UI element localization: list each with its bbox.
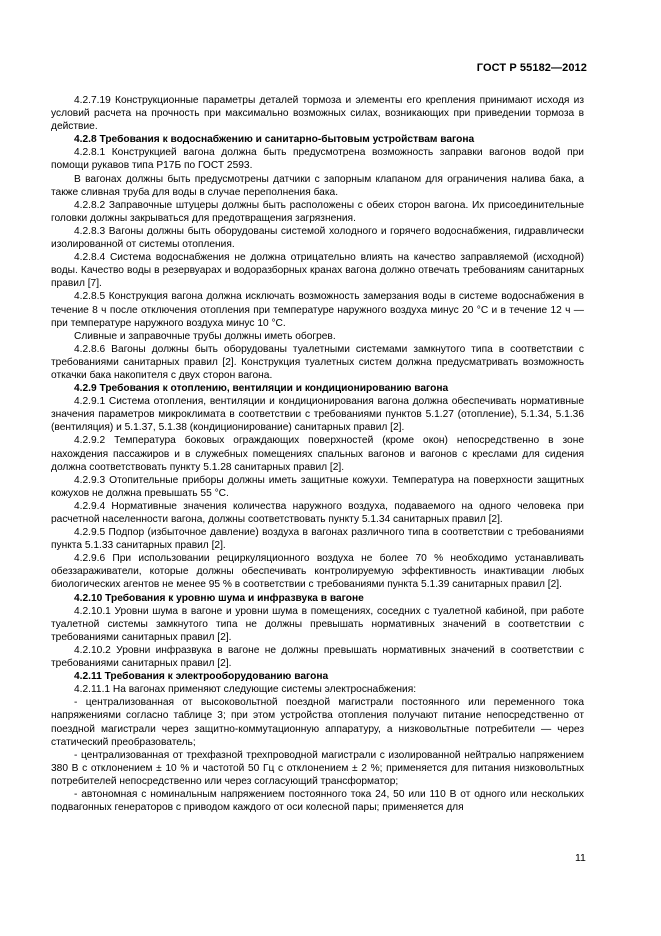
section-heading: 4.2.8 Требования к водоснабжению и санитарно-бытовым устройствам вагона	[74, 134, 475, 146]
paragraph: 4.2.8.2 Заправочные штуцеры должны быть расположены с обеих сторон вагона. Их присоединительные головки должны закрываться для предотвращения загрязнения.	[51, 199, 584, 224]
list-item: - централизованная от высоковольтной поездной магистрали постоянного или переменного тока напряжениями согласно таблице 3; при этом устройства отопления получают питание непосредственно от поездной магистрали через защитно-коммутационную аппаратуру, а низковольтные потребители — через статический преобразователь;	[51, 697, 584, 748]
section-heading: 4.2.11 Требования к электрооборудованию вагона	[74, 671, 329, 683]
standard-header: ГОСТ Р 55182—2012	[476, 62, 587, 74]
page-number: 11	[575, 852, 586, 864]
paragraph: 4.2.9.4 Нормативные значения количества наружного воздуха, подаваемого на одного человека при расчетной населенности вагона, должны соответствовать пункту 5.1.34 санитарных правил [2].	[51, 500, 584, 525]
paragraph: 4.2.8.5 Конструкция вагона должна исключать возможность замерзания воды в системе водоснабжения в течение 8 ч после отключения отопления при температуре наружного воздуха минус 20 °С и в течение 12 ч — при температуре наружного воздуха минус 10 °С.	[51, 291, 584, 329]
paragraph: 4.2.8.3 Вагоны должны быть оборудованы системой холодного и горячего водоснабжения, гидравлически изолированной от системы отопления.	[51, 225, 584, 251]
list-item: - автономная с номинальным напряжением постоянного тока 24, 50 или 110 В от одного или нескольких подвагонных генераторов с приводом каждого от оси колесной пары; применяется для	[51, 788, 584, 814]
paragraph: 4.2.8.6 Вагоны должны быть оборудованы туалетными системами замкнутого типа в соответствии с требованиями санитарных правил [2]. Конструкция туалетных систем должна предусматривать возможность откачки бака накопителя с двух сторон вагона.	[51, 343, 584, 381]
paragraph: 4.2.9.6 При использовании рециркуляционного воздуха не более 70 % необходимо устанавливать обеззараживатели, которые должны обеспечивать контролируемую эффективность инактивации любых биологических агентов не менее 95 % в соответствии с требованиями пункта 5.1.39 санитарных правил [2].	[51, 553, 584, 591]
paragraph: 4.2.10.1 Уровни шума в вагоне и уровни шума в помещениях, соседних с туалетной кабиной, при работе туалетной системы замкнутого типа не должны превышать нормативных значений в соответствии с требованиями санитарных правил [2].	[51, 605, 584, 643]
paragraph: 4.2.10.2 Уровни инфразвука в вагоне не должны превышать нормативных значений в соответствии с требованиями санитарных правил [2].	[51, 644, 584, 670]
paragraph: 4.2.8.4 Система водоснабжения не должна отрицательно влиять на качество заправляемой (исходной) воды. Качество воды в резервуарах и водоразборных кранах вагона должно отвечать требованиям санитарных правил [7].	[51, 252, 584, 290]
paragraph: 4.2.9.2 Температура боковых ограждающих поверхностей (кроме окон) непосредственно в зоне нахождения пассажиров и в служебных помещениях спальных вагонов и вагонов с креслами для сидения должна соответствовать пункту 5.1.28 санитарных правил [2].	[51, 435, 584, 473]
paragraph: 4.2.7.19 Конструкционные параметры деталей тормоза и элементы его крепления принимают исходя из условий расчета на прочность при максимально возможных силах, возникающих при приведении тормоза в действие.	[51, 95, 584, 133]
paragraph: 4.2.8.1 Конструкцией вагона должна быть предусмотрена возможность заправки вагонов водой при помощи рукавов типа Р17Б по ГОСТ 2593.	[51, 147, 584, 172]
section-heading: 4.2.10 Требования к уровню шума и инфразвука в вагоне	[74, 592, 364, 604]
paragraph: В вагонах должны быть предусмотрены датчики с запорным клапаном для ограничения налива бака, а также сливная труба для воды в случае переполнения бака.	[51, 173, 584, 198]
section-heading: 4.2.9 Требования к отоплению, вентиляции и кондиционированию вагона	[74, 383, 449, 395]
paragraph: Сливные и заправочные трубы должны иметь обогрев.	[74, 330, 336, 342]
paragraph: 4.2.9.1 Система отопления, вентиляции и кондиционирования вагона должна обеспечивать нормативные значения параметров микроклимата в соответствии с требованиями пунктов 5.1.27 (отопление), 5.1.34, 5.1.36 (вентиляция) и 5.1.37, 5.1.38 (кондиционирование) санитарных правил [2].	[51, 396, 584, 434]
paragraph: 4.2.9.3 Отопительные приборы должны иметь защитные кожухи. Температура на поверхности защитных кожухов не должна превышать 55 °С.	[51, 474, 584, 499]
paragraph: 4.2.9.5 Подпор (избыточное давление) воздуха в вагонах различного типа в соответствии с требованиями пункта 5.1.33 санитарных правил [2].	[51, 527, 584, 552]
paragraph: 4.2.11.1 На вагонах применяют следующие системы электроснабжения:	[74, 684, 417, 696]
document-body	[51, 94, 584, 814]
list-item: - централизованная от трехфазной трехпроводной магистрали с изолированной нейтралью напряжением 380 В с отклонением ± 10 % и частотой 50 Гц с отклонением ± 2 %; применяется для питания низковольтных потребителей непосредственно или через согласующий трансформатор;	[51, 749, 584, 787]
